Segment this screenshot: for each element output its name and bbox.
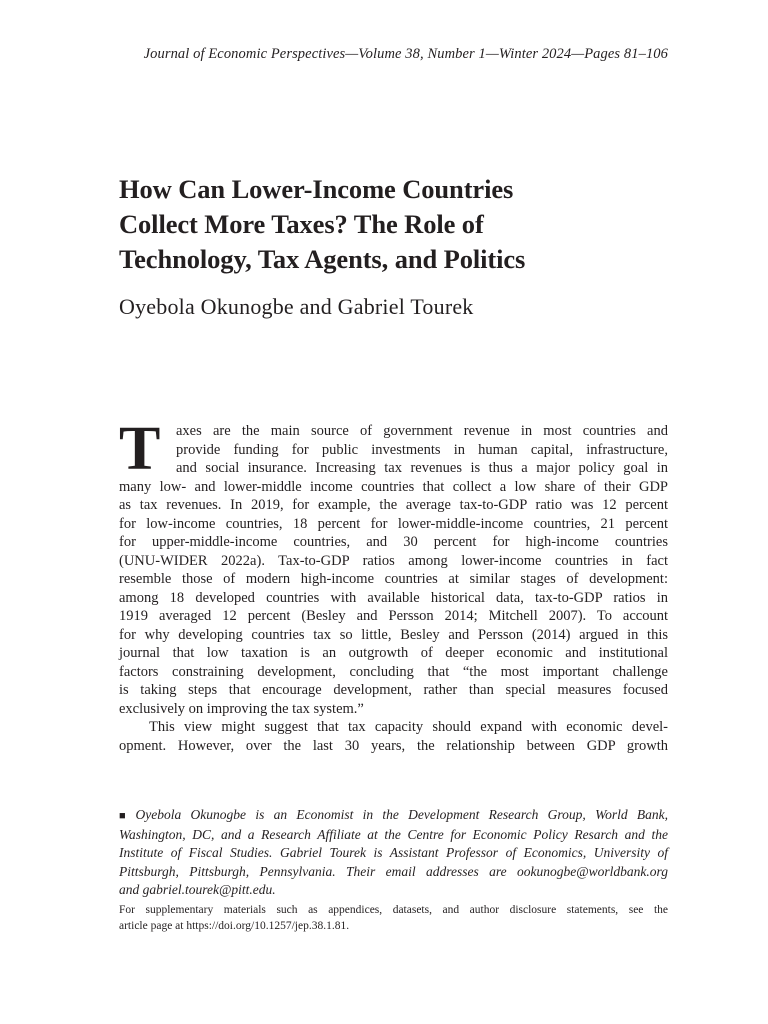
running-head: Journal of Economic Perspectives—Volume 38, Number 1—Winter 2024—Pages 81–106 — [143, 46, 668, 62]
footnote-line: Pittsburgh, Pittsburgh, Pennsylvania. Their email addresses are ookunogbe@worldbank.org — [119, 863, 668, 879]
footnote-line — [119, 806, 668, 826]
body-line: opment. However, over the last 30 years, the relationship between GDP growth — [119, 737, 668, 754]
title-line: Technology, Tax Agents, and Politics — [119, 244, 526, 274]
footnote-line: Institute of Fiscal Studies. Gabriel Tourek is Assistant Professor of Economics, University of — [119, 845, 668, 860]
body-line: is taking steps that encourage development, rather than special measures focused — [119, 682, 668, 698]
body-line: for upper-middle-income countries, and 30 percent for high-income countries — [119, 534, 668, 550]
author-byline: Oyebola Okunogbe and Gabriel Tourek — [119, 294, 474, 319]
body-line: as tax revenues. In 2019, for example, the average tax-to-GDP ratio was 12 percent — [119, 497, 668, 513]
body-line: This view might suggest that tax capacity should expand with economic devel- — [149, 719, 668, 735]
footnote-line: Washington, DC, and a Research Affiliate at the Centre for Economic Policy Resarch and the — [119, 826, 668, 842]
body-line: exclusively on improving the tax system.” — [119, 700, 364, 717]
article-body — [119, 415, 668, 755]
body-line: and social insurance. Increasing tax revenues is thus a major policy goal in — [176, 460, 668, 476]
body-line: for low-income countries, 18 percent for lower-middle-income countries, 21 percent — [119, 515, 668, 532]
title-line: Collect More Taxes? The Role of — [119, 209, 484, 239]
body-line: resemble those of modern high-income countries at similar stages of development: — [119, 571, 668, 587]
supplementary-note — [119, 903, 668, 934]
drop-cap: T — [119, 415, 161, 483]
body-line: many low- and lower-middle income countries that collect a low share of their GDP — [119, 478, 668, 495]
body-line: (UNU-WIDER 2022a). Tax-to-GDP ratios among lower-income countries in fact — [119, 552, 668, 569]
body-line: for why developing countries tax so little, Besley and Persson (2014) argued in this — [119, 626, 668, 643]
body-line: 1919 averaged 12 percent (Besley and Persson 2014; Mitchell 2007). To account — [119, 608, 668, 624]
author-footnote — [119, 806, 668, 900]
footnote-line: and gabriel.tourek@pitt.edu. — [119, 882, 276, 897]
body-line: factors constraining development, concluding that “the most important challenge — [119, 663, 668, 680]
supplementary-line: For supplementary materials such as appendices, datasets, and author disclosure statements, see the — [119, 904, 668, 916]
body-line: provide funding for public investments in human capital, infrastructure, — [176, 441, 668, 458]
title-line: How Can Lower-Income Countries — [119, 174, 514, 204]
body-line: journal that low taxation is an outgrowth of deeper economic and institutional — [119, 645, 668, 661]
footnote-marker: ■ — [119, 810, 132, 822]
footnote-text: Oyebola Okunogbe is an Economist in the Development Research Group, World Bank, — [135, 807, 668, 822]
supplementary-line: article page at https://doi.org/10.1257/jep.38.1.81. — [119, 919, 350, 932]
article-title — [119, 172, 659, 277]
body-line: axes are the main source of government revenue in most countries and — [176, 423, 668, 439]
body-line: among 18 developed countries with available historical data, tax-to-GDP ratios in — [119, 589, 668, 606]
